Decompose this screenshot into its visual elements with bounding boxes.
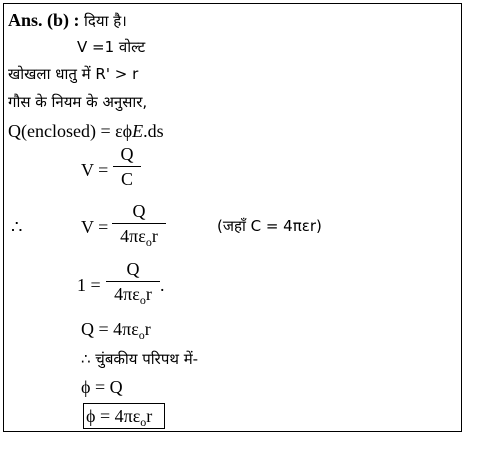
eq2-numerator: Q <box>132 201 146 221</box>
eq3-denominator: $4\pi\varepsilon_or$ <box>106 281 160 303</box>
q-enclosed-post: .ds <box>143 121 164 141</box>
eq1-denominator: C <box>113 166 141 188</box>
phi-equals-q: ϕ = Q <box>81 377 123 397</box>
eq3-tail: . <box>160 275 165 295</box>
eq2-lhs: V = <box>81 217 109 237</box>
eq3-fraction <box>106 259 160 307</box>
eq4-line: $Q = 4\pi\varepsilon_or$ <box>81 319 151 342</box>
answer-label: Ans. (b) : <box>8 10 80 30</box>
hollow-metal-line: खोखला धातु में R' > r <box>8 65 139 83</box>
answer-box <box>3 3 462 432</box>
answer-header <box>8 11 127 29</box>
final-answer: $\phi = 4\pi\varepsilon_or$ <box>86 406 153 429</box>
voltage-given: V =1 वोल्ट <box>77 38 146 56</box>
gauss-law-line: गौस के नियम के अनुसार, <box>8 93 148 111</box>
q-enclosed-line <box>8 122 164 140</box>
q-enclosed-pre: Q(enclosed) = εϕ <box>8 121 133 141</box>
eq1-lhs: V = <box>81 160 109 180</box>
magnetic-circuit-line: ∴ चुंबकीय परिपथ में- <box>81 350 199 368</box>
q-enclosed-field: E <box>132 121 144 141</box>
eq1-numerator: Q <box>120 144 134 164</box>
eq3-numerator: Q <box>126 259 140 279</box>
eq2-fraction <box>112 201 166 249</box>
eq2-note: (जहाँ C = 4πεr) <box>217 217 322 235</box>
eq1-fraction <box>113 145 141 188</box>
eq2-denominator: $4\pi\varepsilon_or$ <box>112 223 166 245</box>
therefore-symbol: ∴ <box>11 217 23 237</box>
given-label: दिया है। <box>84 12 127 30</box>
eq3-lhs: 1 = <box>77 275 101 295</box>
